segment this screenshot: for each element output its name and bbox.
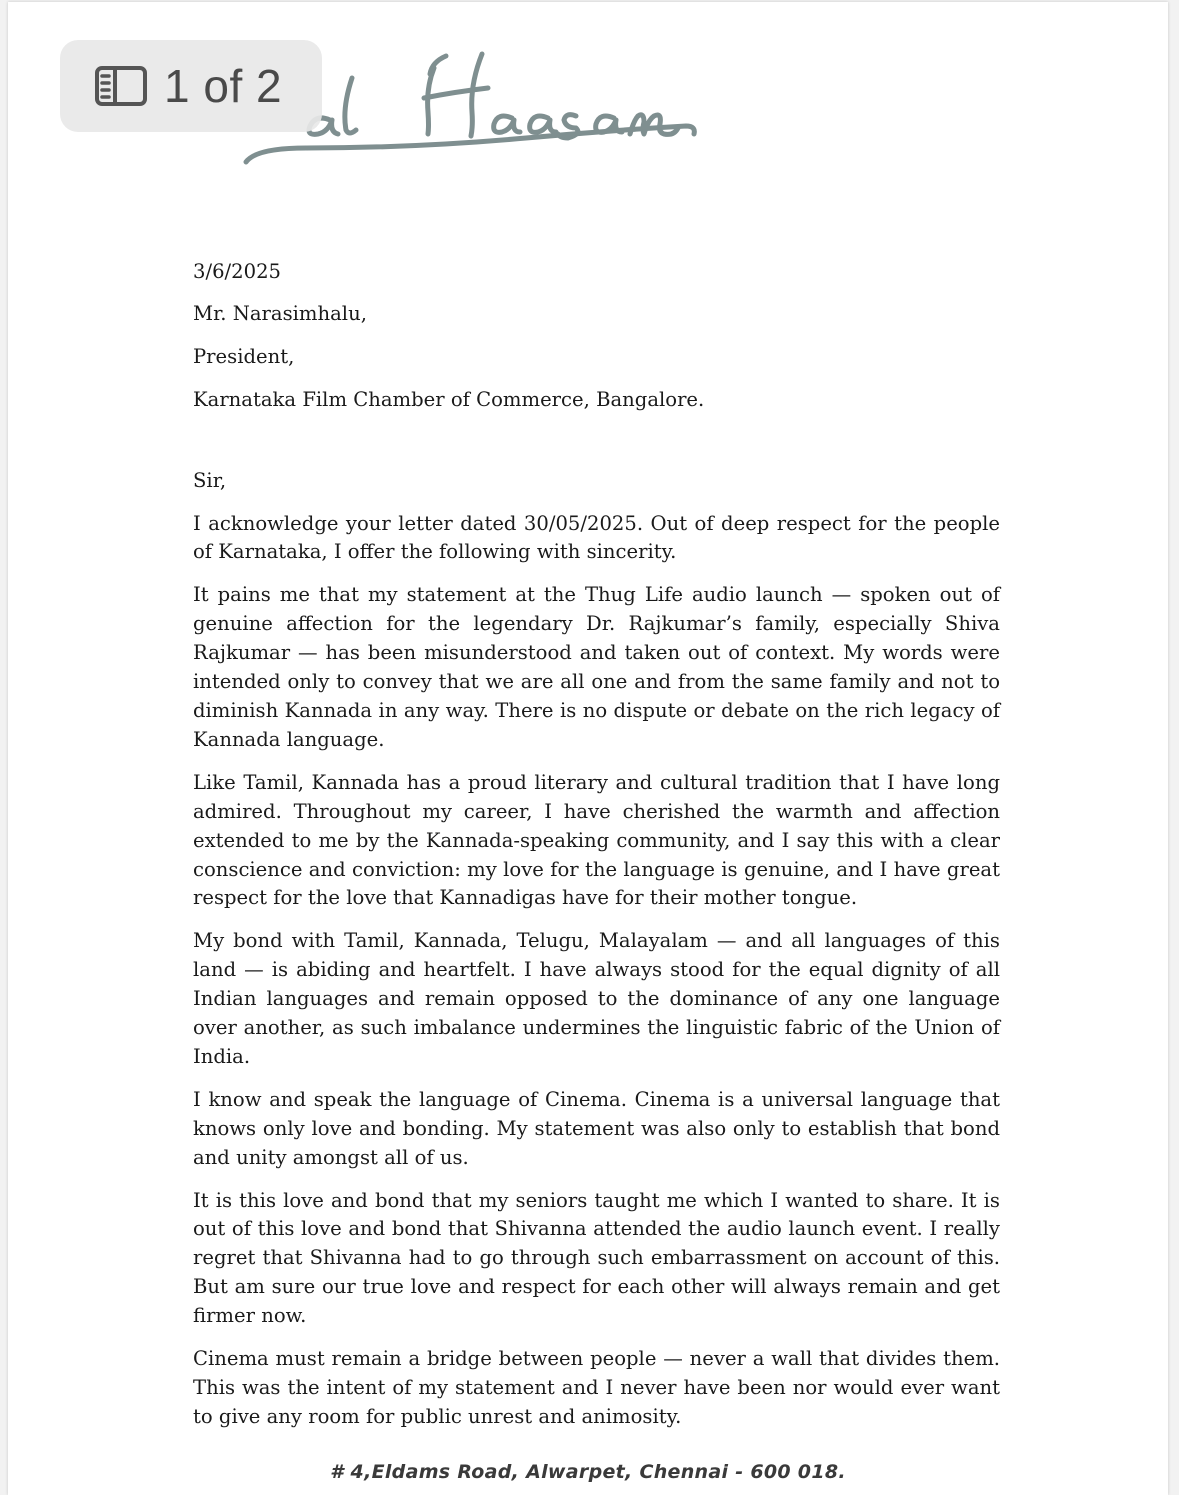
salutation: Sir, — [193, 468, 227, 492]
paragraph-4: My bond with Tamil, Kannada, Telugu, Malayalam — and all languages of this land — is abiding and heartfelt. I have always stood for the equal dignity of all Indian languages and remain opposed to the dominance of any one language over another, as such imbalance undermines the linguistic fabric of the Union of India. — [193, 929, 1000, 1068]
sidebar-pages-icon[interactable] — [94, 65, 148, 107]
paragraph-7: Cinema must remain a bridge between people — never a wall that divides them. This was the intent of my statement and I never have been nor would ever want to give any room for public unrest and animosity. — [193, 1347, 1000, 1428]
paragraph-6: It is this love and bond that my seniors taught me which I wanted to share. It is out of this love and bond that Shivanna attended the audio launch event. I really regret that Shivanna had to go through such embarrassment on account of this. But am sure our true love and respect for each other will always remain and get firmer now. — [193, 1188, 1000, 1328]
paragraph-1: I acknowledge your letter dated 30/05/2025. Out of deep respect for the people of Karnataka, I offer the following with sincerity. — [193, 511, 1000, 564]
document-page — [8, 2, 1168, 1495]
paragraph-3: Like Tamil, Kannada has a proud literary and cultural tradition that I have long admired. Throughout my career, I have cherished the warmth and affection extended to me by the Kannada-speaking community, and I say this with a clear conscience and conviction: my love for the language is genuine, and I have great respect for the love that Kannadigas have for their mother tongue. — [193, 770, 1000, 910]
page-indicator-label: 1 of 2 — [164, 60, 283, 112]
footer-address: # 4,Eldams Road, Alwarpet, Chennai - 600 018. — [330, 1461, 846, 1483]
paragraph-5: I know and speak the language of Cinema. Cinema is a universal language that knows only love and bonding. My statement was also only to establish that bond and unity amongst all of us. — [193, 1087, 1000, 1169]
paragraph-2: It pains me that my statement at the Thug Life audio launch — spoken out of genuine affection for the legendary Dr. Rajkumar’s family, especially Shiva Rajkumar — has been misunderstood and taken out of context. My words were intended only to convey that we are all one and from the same family and not to diminish Kannada in any way. There is no dispute or debate on the rich legacy of Kannada language. — [193, 583, 1000, 751]
recipient-organization: Karnataka Film Chamber of Commerce, Bangalore. — [193, 387, 705, 411]
letter-date: 3/6/2025 — [193, 260, 281, 283]
recipient-name: Mr. Narasimhalu, — [193, 301, 367, 325]
page-indicator[interactable] — [60, 40, 322, 132]
letter-body — [193, 258, 1000, 1446]
recipient-title: President, — [193, 344, 295, 368]
